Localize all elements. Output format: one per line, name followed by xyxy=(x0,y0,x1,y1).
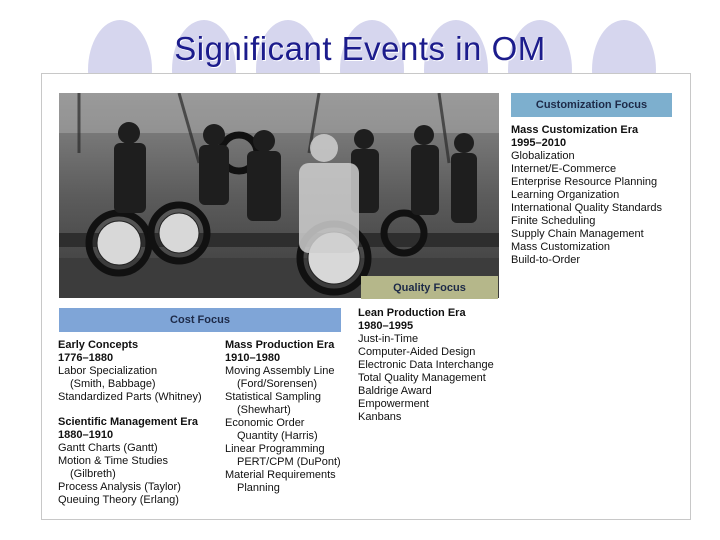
era-item: Internet/E-Commerce xyxy=(511,163,617,175)
era-heading: Early Concepts xyxy=(58,339,139,351)
era-item: Gantt Charts (Gantt) xyxy=(58,442,158,454)
era-item: Statistical Sampling xyxy=(225,391,321,403)
era-item: (Shewhart) xyxy=(237,404,291,416)
era-item: (Gilbreth) xyxy=(70,468,116,480)
slide-title: Significant Events in OM xyxy=(174,30,546,67)
era-item: Quantity (Harris) xyxy=(237,430,318,442)
era-item: Economic Order xyxy=(225,417,305,429)
era-item: Enterprise Resource Planning xyxy=(511,176,658,188)
era-heading: Mass Production Era xyxy=(225,339,335,351)
era-item: PERT/CPM (DuPont) xyxy=(237,456,341,468)
era-item: (Ford/Sorensen) xyxy=(237,378,318,390)
era-heading: Mass Customization Era xyxy=(511,124,639,136)
era-item: International Quality Standards xyxy=(511,202,663,214)
era-heading: 1995–2010 xyxy=(511,137,567,149)
era-item: Moving Assembly Line xyxy=(225,365,335,377)
era-heading: Scientific Management Era xyxy=(58,416,198,428)
era-item: Empowerment xyxy=(358,398,429,410)
era-item: Baldrige Award xyxy=(358,385,432,397)
scientific-management-era xyxy=(58,416,198,507)
era-heading: 1910–1980 xyxy=(225,352,281,364)
era-item: Standardized Parts (Whitney) xyxy=(58,391,202,403)
era-item: Globalization xyxy=(511,150,575,162)
assembly-line-photo xyxy=(59,93,499,298)
mass-customization-era xyxy=(511,124,662,267)
era-item: Queuing Theory (Erlang) xyxy=(58,494,179,506)
era-item: Finite Scheduling xyxy=(511,215,596,227)
lean-production-era xyxy=(358,307,494,424)
era-heading: 1880–1910 xyxy=(58,429,114,441)
customization-focus-band: Customization Focus xyxy=(511,93,672,117)
era-item: Build-to-Order xyxy=(511,254,581,266)
era-item: Linear Programming xyxy=(225,443,325,455)
era-item: Computer-Aided Design xyxy=(358,346,476,358)
cost-focus-band: Cost Focus xyxy=(59,308,341,332)
era-item: Supply Chain Management xyxy=(511,228,644,240)
era-heading: 1776–1880 xyxy=(58,352,114,364)
era-item: Mass Customization xyxy=(511,241,611,253)
era-item: Total Quality Management xyxy=(358,372,486,384)
quality-focus-band: Quality Focus xyxy=(361,276,498,299)
era-item: Labor Specialization xyxy=(58,365,158,377)
era-item: (Smith, Babbage) xyxy=(70,378,156,390)
era-item: Motion & Time Studies xyxy=(58,455,169,467)
era-item: Material Requirements xyxy=(225,469,336,481)
mass-production-era xyxy=(225,339,341,495)
era-item: Planning xyxy=(237,482,280,494)
era-item: Process Analysis (Taylor) xyxy=(58,481,181,493)
era-heading: Lean Production Era xyxy=(358,307,466,319)
era-heading: 1980–1995 xyxy=(358,320,414,332)
early-concepts-era xyxy=(58,339,202,404)
era-item: Electronic Data Interchange xyxy=(358,359,494,371)
era-item: Learning Organization xyxy=(511,189,620,201)
era-item: Kanbans xyxy=(358,411,402,423)
era-item: Just-in-Time xyxy=(358,333,419,345)
